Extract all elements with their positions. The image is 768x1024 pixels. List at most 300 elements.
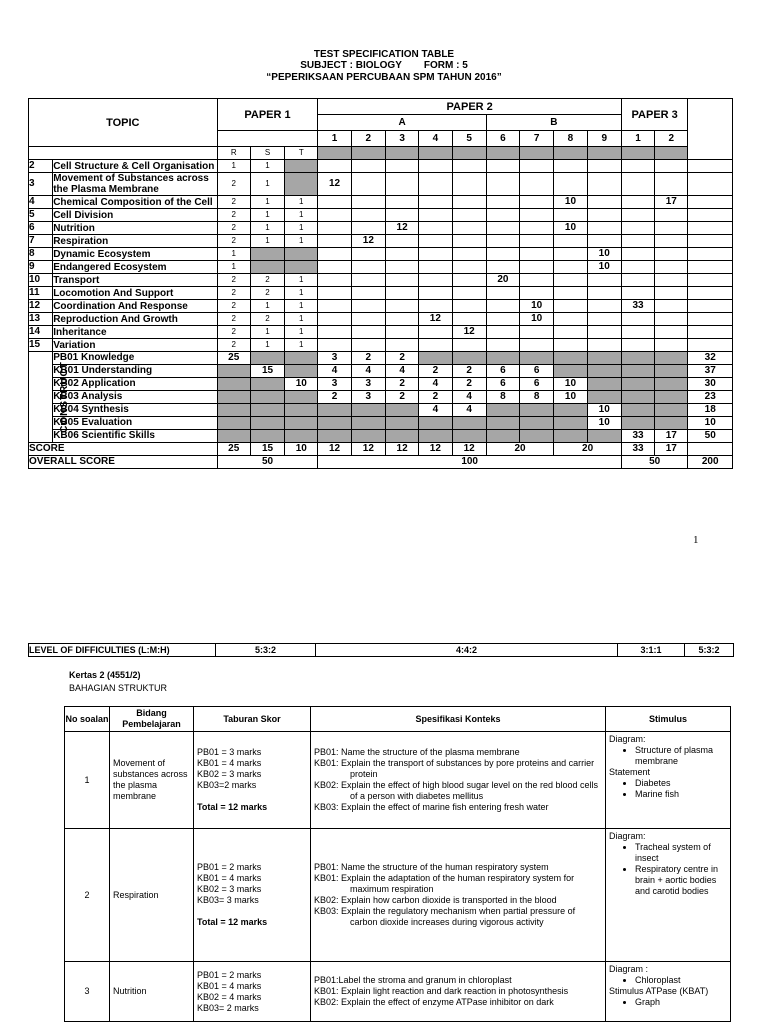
topic-cell [554,235,587,248]
topic-cell [655,209,688,222]
construct-cell: 33 [621,430,654,443]
construct-cell: 37 [688,365,733,378]
topic-cell [587,313,621,326]
topic-cell [318,261,351,274]
topic-cell: 1 [285,235,318,248]
score-cell [688,443,733,456]
topic-row [29,274,733,287]
spec-line: PB01: Name the structure of the plasma membrane [314,747,520,757]
topic-cell: 10 [587,261,621,274]
topic-cell [587,300,621,313]
topic-cell [419,196,452,209]
topic-cell [520,287,554,300]
topic-cell: 2 [217,196,250,209]
construct-cell [621,391,654,404]
topic-cell [419,235,452,248]
construct-cell [385,404,418,417]
construct-row [29,378,733,391]
topic-cell [452,287,486,300]
topic-cell: 1 [250,209,284,222]
topic-cell [486,261,519,274]
topic-cell: 10 [520,300,554,313]
construct-cell [217,417,250,430]
topic-cell [351,326,385,339]
shaded-cell [587,147,621,160]
topic-cell [385,235,418,248]
paper3-col-num: 2 [655,131,688,147]
paper1-subcol: T [285,147,318,160]
score-cell: 10 [285,443,318,456]
topic-cell [351,261,385,274]
construct-cell [452,430,486,443]
score-total: Total = 12 marks [197,802,268,812]
topic-cell [655,160,688,173]
topic-number: 9 [29,261,53,274]
construct-cell: 2 [351,352,385,365]
score-line: KB03= 2 marks [197,1002,259,1013]
construct-cell [621,404,654,417]
topic-cell [285,160,318,173]
construct-cell [351,430,385,443]
topic-cell [688,209,733,222]
spec-line: KB03: Explain the effect of marine fish entering fresh water [314,802,549,812]
topic-cell: 17 [655,196,688,209]
topic-cell: 1 [250,326,284,339]
topic-cell [621,235,654,248]
topic-number: 13 [29,313,53,326]
topic-cell: 1 [285,313,318,326]
topic-cell [385,173,418,196]
spec-line: KB03: Explain the regulatory mechanism when partial pressure of carbon dioxide increases during vigorous activity [314,906,576,927]
topic-cell [385,248,418,261]
topic-cell [554,313,587,326]
topic-cell [419,261,452,274]
score-line: PB01 = 3 marks [197,747,262,757]
stimulus-item: • Respiratory centre in brain + aortic bodies and carotid bodies [635,864,727,897]
construct-cell [520,417,554,430]
topic-cell [655,235,688,248]
construct-cell: 4 [318,365,351,378]
topic-row [29,326,733,339]
topic-cell [554,173,587,196]
topic-cell [452,261,486,274]
topic-cell [587,339,621,352]
stimulus-item: • Structure of plasma membrane [635,745,727,767]
construct-cell [655,404,688,417]
construct-cell: 6 [486,378,519,391]
construct-cell [486,352,519,365]
construct-name: KB06 Scientific Skills [53,430,217,443]
topic-cell [621,248,654,261]
construct-name: KB03 Analysis [53,391,217,404]
score-line: KB01 = 4 marks [197,873,262,883]
construct-cell: 2 [318,391,351,404]
topic-number: 2 [29,160,53,173]
shaded-cell [351,147,385,160]
topic-cell [587,235,621,248]
topic-cell [385,209,418,222]
topic-cell [318,300,351,313]
topic-cell [554,160,587,173]
header-taburan-skor: Taburan Skor [194,707,311,732]
topic-cell: 1 [250,173,284,196]
topic-row [29,339,733,352]
topic-cell [587,222,621,235]
topic-number: 14 [29,326,53,339]
construct-cell [621,378,654,391]
construct-cell: 30 [688,378,733,391]
topic-cell [385,196,418,209]
score-cell: 12 [452,443,486,456]
topic-cell [655,261,688,274]
topic-cell [452,173,486,196]
score-line: PB01 = 2 marks [197,969,262,980]
topic-cell [520,261,554,274]
construct-cell [285,417,318,430]
construct-cell: 6 [520,378,554,391]
topic-cell [419,300,452,313]
topic-cell [419,287,452,300]
topic-cell [285,248,318,261]
kertas-row [65,829,731,962]
topic-cell: 10 [554,222,587,235]
construct-cell [318,430,351,443]
construct-cell [621,365,654,378]
paper3-col-num: 1 [621,131,654,147]
topic-cell [655,287,688,300]
question-number: 1 [65,732,110,829]
topic-cell: 1 [217,160,250,173]
stimulus-item: • Diabetes [635,778,727,789]
topic-cell [688,235,733,248]
construct-cell [250,404,284,417]
stimulus-item: • Marine fish [635,789,727,800]
kertas-title: Kertas 2 (4551/2) [69,670,141,680]
topic-cell [452,196,486,209]
construct-cell: 4 [419,404,452,417]
shaded-cell [419,147,452,160]
topic-cell [452,160,486,173]
topic-cell: 2 [217,287,250,300]
construct-row [29,417,733,430]
total-header [688,99,733,160]
topic-name: Endangered Ecosystem [53,261,217,274]
topic-number: 12 [29,300,53,313]
score-line: KB03=2 marks [197,780,257,790]
difficulty-table [28,643,734,657]
topic-cell [385,261,418,274]
topic-cell [587,196,621,209]
shaded-cell [554,147,587,160]
topic-cell: 2 [217,235,250,248]
topic-row [29,196,733,209]
topic-row [29,209,733,222]
topic-cell [554,339,587,352]
topic-cell [520,173,554,196]
topic-cell: 2 [217,274,250,287]
construct-row [29,365,733,378]
stimulus-item: • Graph [635,997,727,1008]
topic-name: Inheritance [53,326,217,339]
stimulus-item: • Chloroplast [635,975,727,986]
topic-cell [688,173,733,196]
construct-cell: 50 [688,430,733,443]
shaded-cell [621,147,654,160]
score-cell: 20 [554,443,622,456]
topic-name: Variation [53,339,217,352]
topic-cell [520,235,554,248]
construct-cell: 3 [318,378,351,391]
paper1-subcol: R [217,147,250,160]
topic-cell: 1 [285,209,318,222]
construct-label: CONSTRUCT [58,361,70,433]
topic-row [29,287,733,300]
topic-row [29,248,733,261]
context-specification [311,962,606,1022]
topic-name: Dynamic Ecosystem [53,248,217,261]
topic-cell [486,300,519,313]
topic-cell [250,248,284,261]
score-distribution [194,732,311,829]
topic-cell [688,222,733,235]
construct-cell [217,391,250,404]
construct-cell: 10 [587,417,621,430]
topic-cell: 20 [486,274,519,287]
construct-cell [285,352,318,365]
topic-cell [351,248,385,261]
topic-name: Respiration [53,235,217,248]
topic-cell [452,300,486,313]
score-cell: 25 [217,443,250,456]
construct-cell [486,404,519,417]
topic-number: 6 [29,222,53,235]
construct-cell [217,365,250,378]
topic-header: TOPIC [29,99,218,147]
construct-cell [655,378,688,391]
construct-cell [318,417,351,430]
stimulus [606,962,731,1022]
topic-cell [318,160,351,173]
topic-cell [385,274,418,287]
topic-cell: 1 [250,235,284,248]
score-line: KB02 = 3 marks [197,884,262,894]
construct-cell: 10 [285,378,318,391]
topic-name: Cell Structure & Cell Organisation [53,160,217,173]
construct-cell [217,404,250,417]
topic-cell [520,196,554,209]
score-line: KB02 = 4 marks [197,991,262,1002]
topic-cell [621,313,654,326]
score-label: SCORE [29,443,218,456]
topic-cell: 12 [419,313,452,326]
construct-cell: 17 [655,430,688,443]
construct-cell [250,417,284,430]
construct-cell [285,365,318,378]
topic-cell: 12 [318,173,351,196]
topic-cell: 1 [285,196,318,209]
topic-cell [385,287,418,300]
construct-cell: 3 [351,378,385,391]
construct-cell [554,404,587,417]
topic-cell [486,235,519,248]
topic-cell [486,173,519,196]
difficulty-label: LEVEL OF DIFFICULTIES (L:M:H) [29,644,216,657]
question-number: 2 [65,829,110,962]
construct-cell [655,352,688,365]
score-total: Total = 12 marks [197,917,268,927]
construct-cell [621,417,654,430]
topic-row [29,261,733,274]
construct-row [29,352,733,365]
construct-cell [351,404,385,417]
topic-cell [621,173,654,196]
construct-cell: 23 [688,391,733,404]
overall-paper2: 100 [318,456,621,469]
topic-cell [351,300,385,313]
score-cell: 33 [621,443,654,456]
topic-row [29,300,733,313]
topic-cell: 1 [217,261,250,274]
topic-cell [351,173,385,196]
topic-cell [554,300,587,313]
topic-cell [486,313,519,326]
construct-cell: 10 [554,391,587,404]
spec-line: KB01: Explain the transport of substances by pore proteins and carrier protein [314,758,595,779]
stimulus-label: Diagram : [609,964,649,974]
paper2-col-num: 6 [486,131,519,147]
topic-cell: 12 [452,326,486,339]
construct-cell [385,417,418,430]
score-cell: 20 [486,443,554,456]
topic-cell [621,222,654,235]
topic-number: 15 [29,339,53,352]
score-cell: 15 [250,443,284,456]
score-line: PB01 = 2 marks [197,862,262,872]
topic-name: Movement of Substances across the Plasma Membrane [53,173,217,196]
construct-cell: 3 [351,391,385,404]
topic-cell [419,209,452,222]
construct-cell: 4 [452,391,486,404]
construct-name: KB05 Evaluation [53,417,217,430]
topic-cell [688,287,733,300]
construct-cell: 3 [318,352,351,365]
topic-cell: 2 [217,339,250,352]
topic-name: Reproduction And Growth [53,313,217,326]
topic-cell [318,222,351,235]
page-number: 1 [693,534,699,546]
header-spesifikasi: Spesifikasi Konteks [311,707,606,732]
kertas-row [65,962,731,1022]
score-cell: 12 [318,443,351,456]
shaded-cell [486,147,519,160]
paper2-header: PAPER 2 [318,99,621,115]
topic-cell [554,261,587,274]
topic-cell: 1 [250,222,284,235]
topic-cell [452,274,486,287]
construct-cell: 2 [452,365,486,378]
score-cell: 17 [655,443,688,456]
stimulus-label: Diagram: [609,831,646,841]
topic-name: Coordination And Response [53,300,217,313]
spec-line: KB02: Explain the effect of high blood sugar level on the red blood cells of a person with diabetes mellitus [314,780,599,801]
topic-spacer [29,147,218,160]
stimulus-label: Stimulus ATPase (KBAT) [609,986,709,996]
topic-cell: 1 [250,300,284,313]
topic-cell [351,313,385,326]
construct-cell [486,430,519,443]
topic-cell: 1 [250,196,284,209]
paper2-col-num: 9 [587,131,621,147]
construct-cell [285,391,318,404]
construct-cell: 10 [587,404,621,417]
topic-cell [621,339,654,352]
construct-cell: 4 [385,365,418,378]
construct-cell [655,365,688,378]
spec-line: KB01: Explain the adaptation of the human respiratory system for maximum respiration [314,873,575,894]
construct-cell [385,430,418,443]
construct-cell [250,352,284,365]
header-no-soalan: No soalan [65,707,110,732]
shaded-cell [318,147,351,160]
topic-cell [351,274,385,287]
topic-cell [520,326,554,339]
overall-total: 200 [688,456,733,469]
topic-cell [520,222,554,235]
topic-cell [688,160,733,173]
construct-cell [655,417,688,430]
topic-cell [621,274,654,287]
score-cell: 12 [385,443,418,456]
topic-cell: 2 [217,326,250,339]
construct-cell: 32 [688,352,733,365]
construct-row [29,430,733,443]
kertas2-table [64,706,731,1022]
construct-cell [419,417,452,430]
topic-cell [385,339,418,352]
topic-cell [318,235,351,248]
topic-cell: 1 [285,300,318,313]
stimulus [606,732,731,829]
topic-cell: 2 [250,274,284,287]
topic-name: Cell Division [53,209,217,222]
construct-cell: 8 [520,391,554,404]
construct-cell [554,430,587,443]
spec-line: PB01: Name the structure of the human respiratory system [314,862,549,872]
topic-cell [486,196,519,209]
construct-cell: 10 [554,378,587,391]
doc-title: TEST SPECIFICATION TABLE [313,49,455,60]
topic-cell [688,326,733,339]
difficulty-paper1: 5:3:2 [216,644,316,657]
topic-cell [318,339,351,352]
construct-cell [486,417,519,430]
topic-cell [688,196,733,209]
context-specification [311,732,606,829]
construct-cell [587,430,621,443]
topic-cell [250,261,284,274]
topic-cell: 10 [554,196,587,209]
score-distribution [194,829,311,962]
overall-paper3: 50 [621,456,688,469]
section-a-header: A [318,115,486,131]
topic-cell: 10 [520,313,554,326]
topic-cell: 2 [217,222,250,235]
topic-cell [285,261,318,274]
construct-cell [520,404,554,417]
construct-cell [587,378,621,391]
topic-cell [655,313,688,326]
topic-cell [486,248,519,261]
